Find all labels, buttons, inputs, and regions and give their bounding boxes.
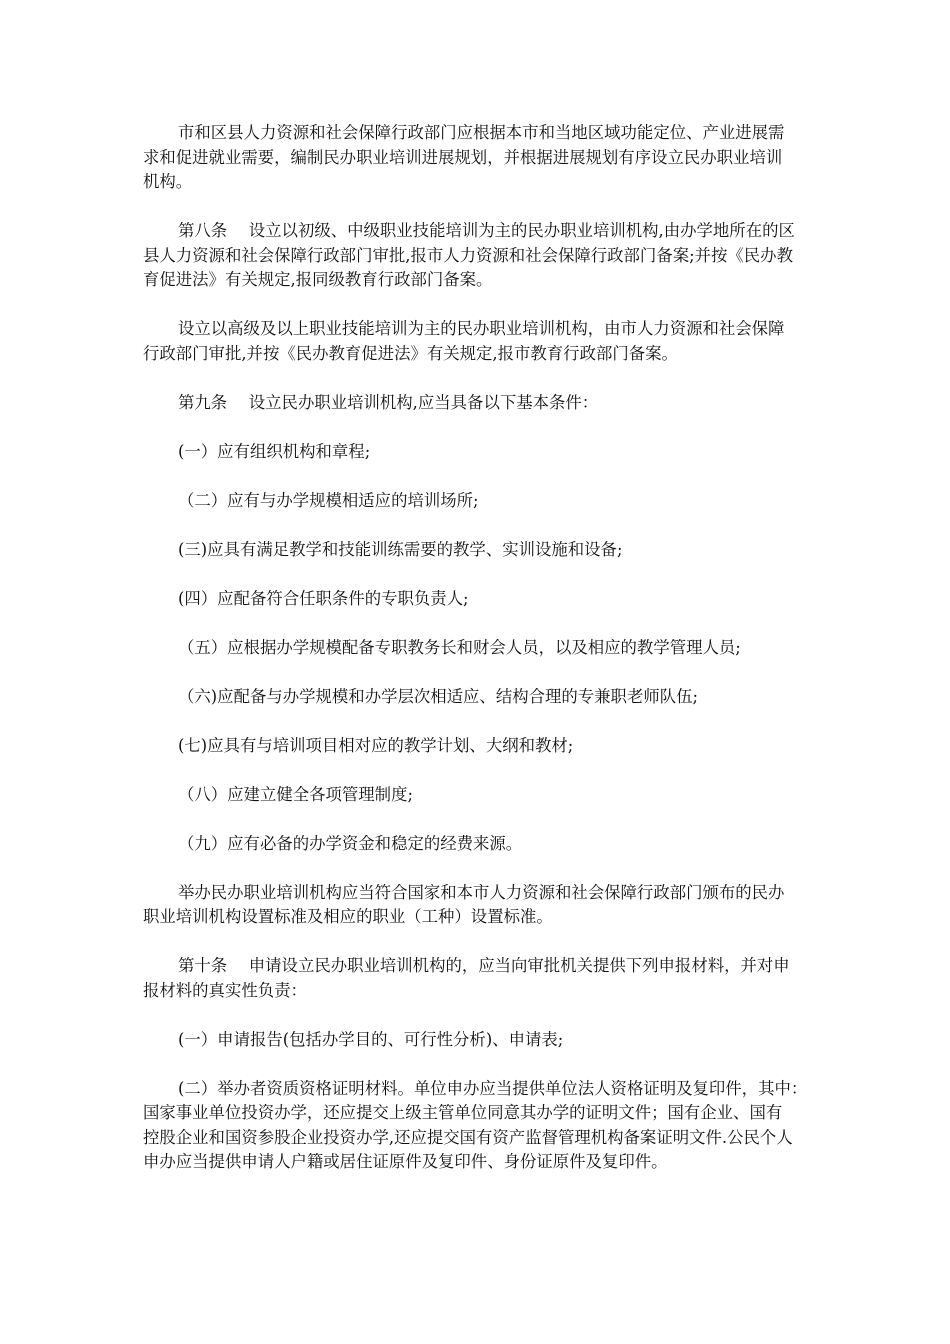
text-line: 第十条 申请设立民办职业培训机构的，应当向审批机关提供下列申报材料，并对申 xyxy=(178,956,790,975)
text-line: 国家事业单位投资办学，还应提交上级主管单位同意其办学的证明文件；国有企业、国有 xyxy=(143,1103,783,1122)
text-line: (七)应具有与培训项目相对应的教学计划、大纲和教材; xyxy=(178,735,574,755)
text-line: 职业培训机构设置标准及相应的职业（工种）设置标准。 xyxy=(143,907,553,926)
text-line: 第九条 设立民办职业培训机构,应当具备以下基本条件： xyxy=(178,392,599,412)
text-line: 市和区县人力资源和社会保障行政部门应根据本市和当地区域功能定位、产业进展需 xyxy=(178,123,785,142)
paragraph xyxy=(143,121,823,195)
text-line: (一）应有组织机构和章程; xyxy=(178,441,371,461)
paragraph xyxy=(143,636,823,661)
text-line: 报材料的真实性负责： xyxy=(143,980,307,1000)
text-line: 第八条 设立以初级、中级职业技能培训为主的民办职业培训机构,由办学地所在的区 xyxy=(178,221,795,240)
paragraph xyxy=(143,685,823,710)
paragraph xyxy=(143,391,823,416)
text-line: 控股企业和国资参股企业投资办学,还应提交国有资产监督管理机构备案证明文件.公民个人 xyxy=(143,1127,793,1147)
paragraph xyxy=(143,440,823,465)
text-line: (二）举办者资质资格证明材料。单位申办应当提供单位法人资格证明及复印件，其中： xyxy=(178,1078,808,1098)
text-line: (四）应配备符合任职条件的专职负责人; xyxy=(178,588,469,608)
text-line: 机构。 xyxy=(143,172,193,191)
paragraph xyxy=(143,538,823,563)
paragraph xyxy=(143,317,823,366)
text-line: 举办民办职业培训机构应当符合国家和本市人力资源和社会保障行政部门颁布的民办 xyxy=(178,882,785,902)
text-line: （二）应有与办学规模相适应的培训场所; xyxy=(178,490,479,510)
text-line: 求和促进就业需要，编制民办职业培训进展规划，并根据进展规划有序设立民办职业培训 xyxy=(143,147,783,167)
paragraph xyxy=(143,489,823,514)
text-line: （八）应建立健全各项管理制度; xyxy=(178,784,413,804)
text-line: 县人力资源和社会保障行政部门审批,报市人力资源和社会保障行政部门备案;并按《民办教 xyxy=(143,245,793,265)
text-line: 行政部门审批,并按《民办教育促进法》有关规定,报市教育行政部门备案。 xyxy=(143,343,678,363)
text-line: 育促进法》有关规定,报同级教育行政部门备案。 xyxy=(143,270,493,289)
paragraph xyxy=(143,734,823,759)
paragraph xyxy=(143,832,823,857)
text-line: (三)应具有满足教学和技能训练需要的教学、实训设施和设备; xyxy=(178,539,623,559)
paragraph xyxy=(143,587,823,612)
text-line: 设立以高级及以上职业技能培训为主的民办职业培训机构，由市人力资源和社会保障 xyxy=(178,319,785,338)
paragraph xyxy=(143,1028,823,1053)
paragraph xyxy=(143,954,823,1003)
text-line: 申办应当提供申请人户籍或居住证原件及复印件、身份证原件及复印件。 xyxy=(143,1152,668,1171)
text-line: （六)应配备与办学规模和办学层次相适应、结构合理的专兼职老师队伍; xyxy=(178,686,699,706)
text-line: (一）申请报告(包括办学目的、可行性分析)、申请表; xyxy=(178,1029,564,1049)
text-line: （九）应有必备的办学资金和稳定的经费来源。 xyxy=(178,833,523,853)
paragraph xyxy=(143,1077,823,1175)
paragraph xyxy=(143,881,823,930)
text-line: （五）应根据办学规模配备专职教务长和财会人员，以及相应的教学管理人员; xyxy=(178,637,741,657)
document-body xyxy=(143,121,823,1199)
paragraph xyxy=(143,783,823,808)
paragraph xyxy=(143,219,823,293)
